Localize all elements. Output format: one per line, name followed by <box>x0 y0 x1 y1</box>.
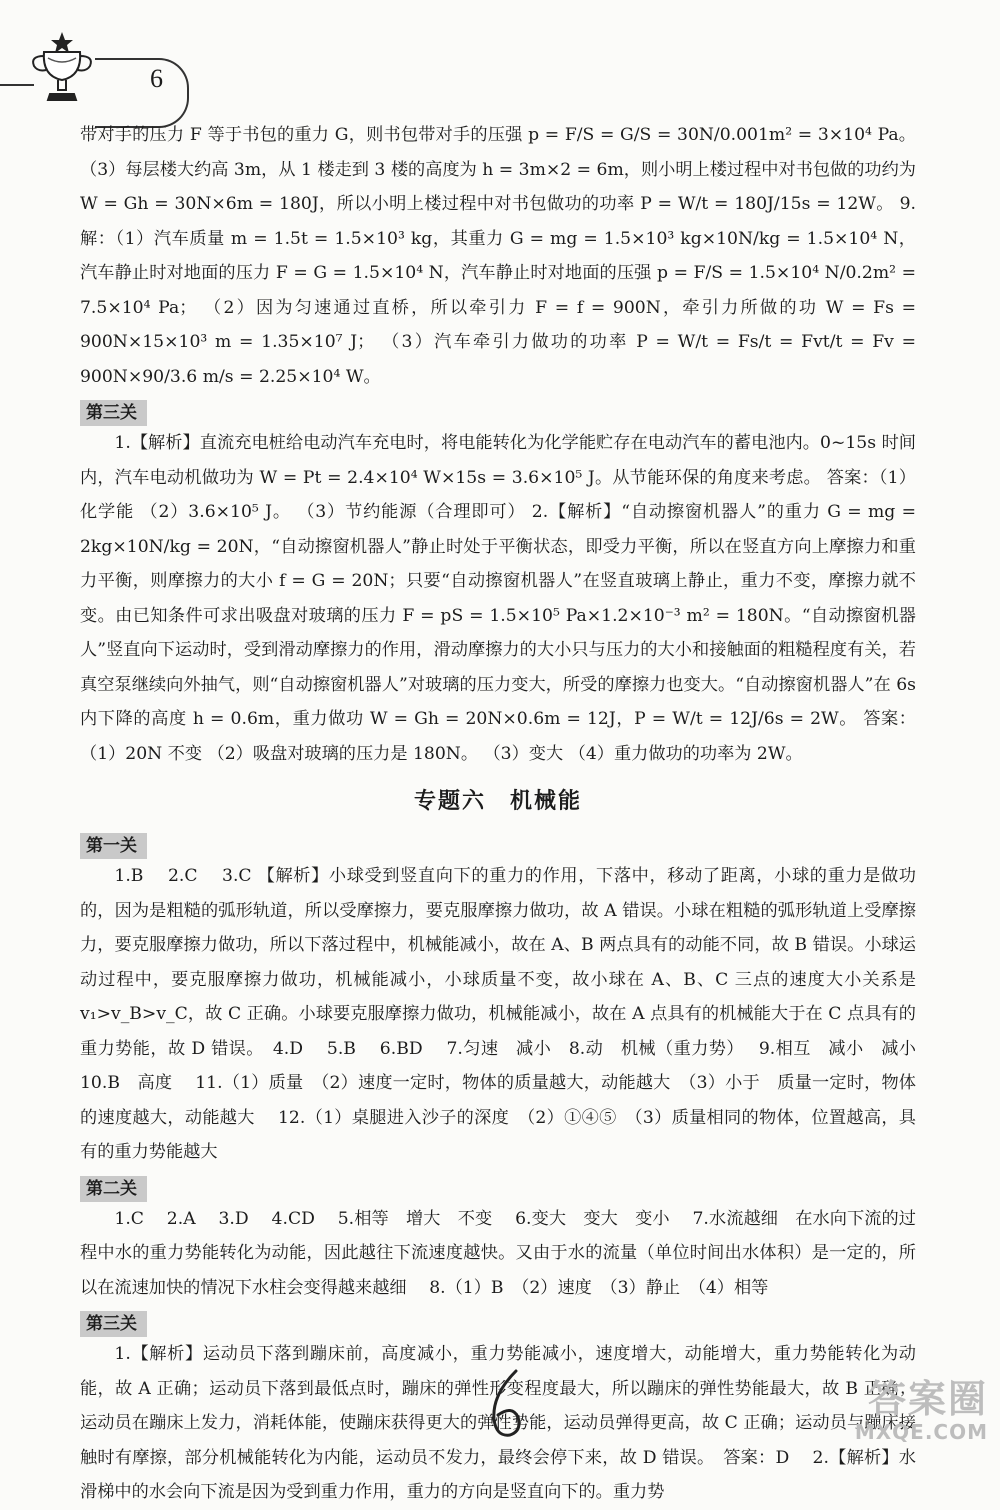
page-number: 6 <box>150 64 163 93</box>
paragraph-continuation: 带对手的压力 F 等于书包的重力 G，则书包带对手的压强 p = F/S = G/S = 30N/0.001m² = 3×10⁴ Pa。 （3）每层楼大约高 3m，从 1 楼走到 3 楼的高度为 h = 3m×2 = 6m，则小明上楼过程中对书包做的功约为 W = Gh = 30N×6m = 180J，所以小明上楼过程中对书包做功的功率 P = W/t = 180J/15s = 12W。 9.解：（1）汽车质量 m = 1.5t = 1.5×10³ kg，其重力 G = mg = 1.5×10³ kg×10N/kg = 1.5×10⁴ N，汽车静止时对地面的压力 F = G = 1.5×10⁴ N，汽车静止时对地面的压强 p = F/S = 1.5×10⁴ N/0.2m² = 7.5×10⁴ Pa； （2）因为匀速通过直桥，所以牵引力 F = f = 900N，牵引力所做的功 W = Fs = 900N×15×10³ m = 1.35×10⁷ J； （3）汽车牵引力做功的功率 P = W/t = Fs/t = Fvt/t = Fv = 900N×90/3.6 m/s = 2.25×10⁴ W。 <box>80 125 916 387</box>
section-heading-second-level: 第二关 <box>80 1176 147 1202</box>
paragraph-first-level-answers: 1.B 2.C 3.C 【解析】小球受到竖直向下的重力的作用，下落中，移动了距离，小球的重力是做功的，因为是粗糙的弧形轨道，所以受摩擦力，要克服摩擦力做功，故 A 错误。小球在粗糙的弧形轨道上受摩擦力，要克服摩擦力做功，所以下落过程中，机械能减小，故在 A、B 两点具有的动能不同，故 B 错误。小球运动过程中，要克服摩擦力做功，机械能减小，小球质量不变，故小球在 A、B、C 三点的速度大小关系是 v₁>v_B>v_C，故 C 正确。小球要克服摩擦力做功，机械能减小，故在 A 点具有的机械能大于在 C 点具有的重力势能，故 D 错误。 4.D 5.B 6.BD 7.匀速 减小 8.动 机械（重力势） 9.相互 减小 减小 10.B 高度 11.（1）质量 （2）速度一定时，物体的质量越大，动能越大 （3）小于 质量一定时，物体的速度越大，动能越大 12.（1）桌腿进入沙子的深度 （2）①④⑤ （3）质量相同的物体，位置越高，具有的重力势能越大 <box>80 866 939 1162</box>
paragraph-second-level-answers: 1.C 2.A 3.D 4.CD 5.相等 增大 不变 6.变大 变大 变小 7.水流越细 在水向下流的过程中水的重力势能转化为动能，因此越往下流速度越快。又由于水的流量（单位时间出水体积）是一定的，所以在流速加快的情况下水柱会变得越来越细 8.（1）B （2）速度 （3）静止 （4）相等 <box>80 1208 916 1298</box>
section-heading-first-level: 第一关 <box>80 833 147 859</box>
watermark-url: MXQE.COM <box>854 1420 988 1444</box>
section-heading-third-level-2: 第三关 <box>80 1311 147 1337</box>
trophy-icon <box>22 28 102 106</box>
watermark <box>818 1377 988 1447</box>
handwritten-page-number <box>478 1365 538 1445</box>
watermark-top: 答案圈 <box>867 1377 988 1421</box>
paragraph-third-level-answers: 1.【解析】直流充电桩给电动汽车充电时，将电能转化为化学能贮存在电动汽车的蓄电池内。0~15s 时间内，汽车电动机做功为 W = Pt = 2.4×10⁴ W×15s = 3.6×10⁵ J。从节能环保的角度来考虑。 答案：（1）化学能 （2）3.6×10⁵ J。 （3）节约能源（合理即可） 2.【解析】“自动擦窗机器人”的重力 G = mg = 2kg×10N/kg = 20N，“自动擦窗机器人”静止时处于平衡状态，即受力平衡，所以在竖直方向上摩擦力和重力平衡，则摩擦力的大小 f = G = 20N；只要“自动擦窗机器人”在竖直玻璃上静止，重力不变，摩擦力就不变。由已知条件可求出吸盘对玻璃的压力 F = pS = 1.5×10⁵ Pa×1.2×10⁻³ m² = 180N。“自动擦窗机器人”竖直向下运动时，受到滑动摩擦力的作用，滑动摩擦力的大小只与压力的大小和接触面的粗糙程度有关，若真空泵继续向外抽气，则“自动擦窗机器人”对玻璃的压力变大，所受的摩擦力也变大。“自动擦窗机器人”在 6s 内下降的高度 h = 0.6m，重力做功 W = Gh = 20N×0.6m = 12J，P = W/t = 12J/6s = 2W。 答案：（1）20N 不变 （2）吸盘对玻璃的压力是 180N。 （3）变大 （4）重力做功的功率为 2W。 <box>80 433 916 764</box>
page-header <box>0 28 1000 108</box>
section-heading-third-level: 第三关 <box>80 400 147 426</box>
topic-title: 专题六 机械能 <box>413 789 582 814</box>
paragraph-third-level-answers-2: 1.【解析】运动员下落到蹦床前，高度减小，重力势能减小，速度增大，动能增大，重力势能转化为动能，故 A 正确；运动员下落到最低点时，蹦床的弹性形变程度最大，所以蹦床的弹性势能最大，故 B 正确；运动员在蹦床上发力，消耗体能，使蹦床获得更大的弹性势能，运动员弹得更高，故 C 正确；运动员与蹦床接触时有摩擦，部分机械能转化为内能，运动员不发力，最终会停下来，故 D 错误。 答案：D 2.【解析】水滑梯中的水会向下流是因为受到重力作用，重力的方向是竖直向下的。重力势 <box>80 1344 916 1502</box>
